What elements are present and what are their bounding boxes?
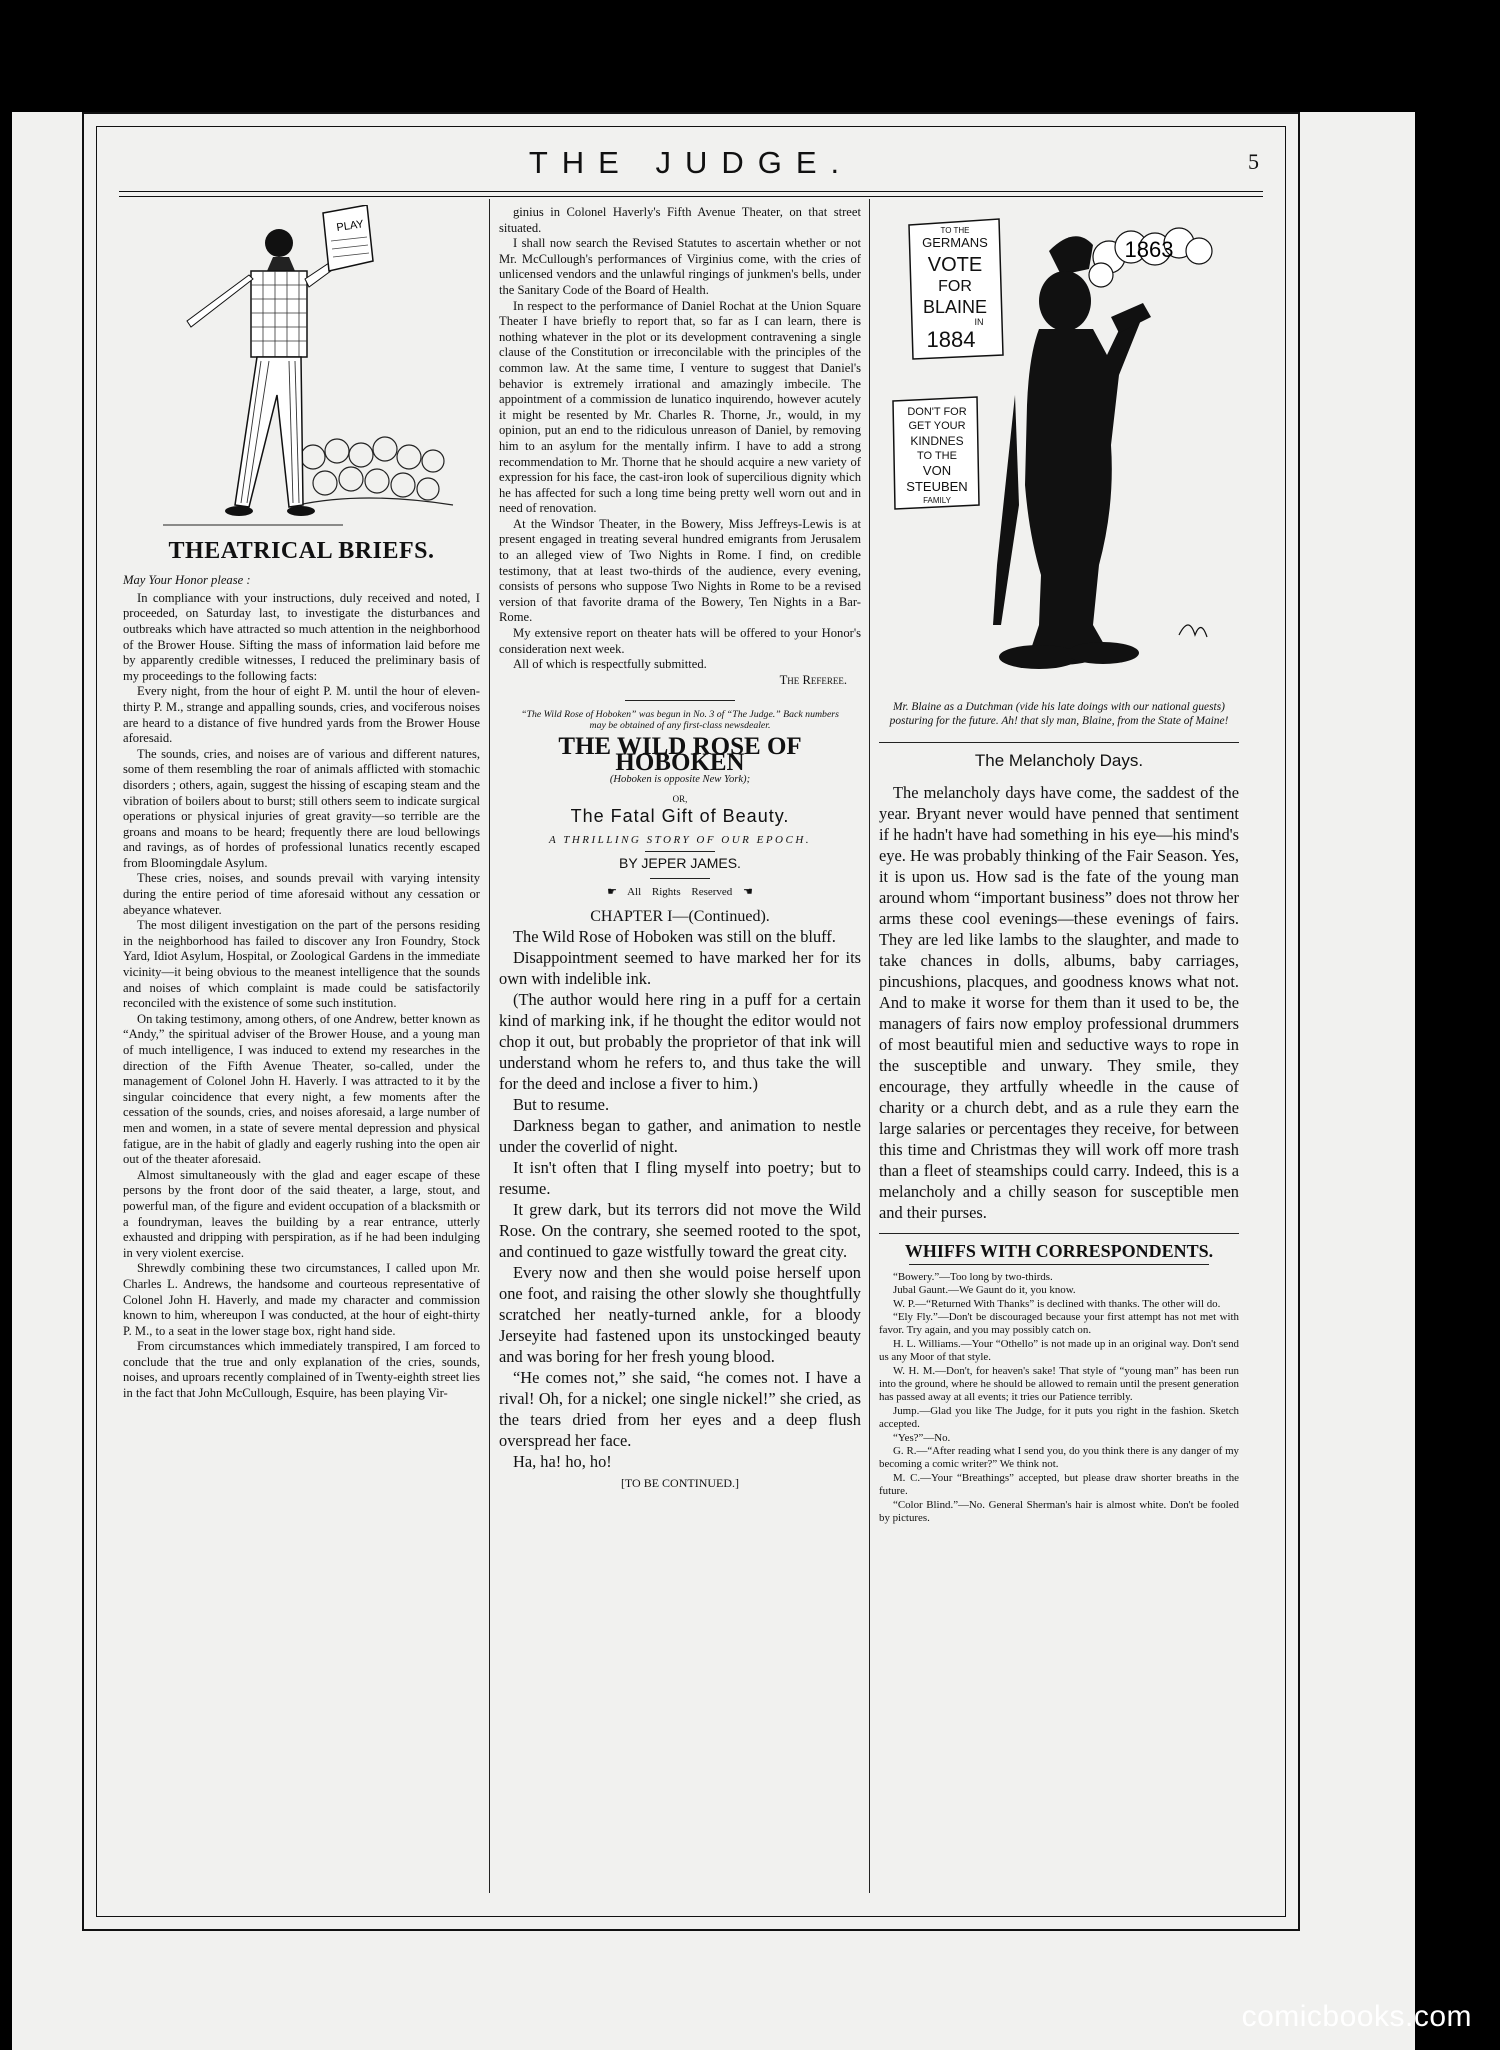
col2-paragraph: At the Windsor Theater, in the Bowery, Miss Jeffreys-Lewis is at present engaged in treating several hundred emigrants from Jerusalem to an alleged view of Two Nights in Rome. I find, on credible testimony, that at least two-thirds of the audience, every evening, consists of persons who suppose Two Nights in Rome to be a revised version of that favorite drama of the Bowery, Ten Nights in a Bar-Rome. bbox=[499, 516, 861, 625]
whiff-item: “Color Blind.”—No. General Sherman's hair is almost white. Don't be fooled by pictures. bbox=[879, 1498, 1239, 1525]
section-divider bbox=[625, 700, 735, 701]
section-rule bbox=[879, 742, 1239, 743]
short-rule bbox=[650, 878, 710, 879]
column-rule-1 bbox=[489, 199, 490, 1893]
col1-paragraph: The most diligent investigation on the part of the persons residing in the neighborhood has failed to discover any Iron Foundry, Stock Yard, Idiot Asylum, Hospital, or Zoological Gardens in the immediate vicinity—it being obvious to the meanest intelligence that the sounds and noises of which complaint is made could be satisfactorily reconciled with the existence of some such institution. bbox=[123, 918, 480, 1011]
col2-paragraph: In respect to the performance of Daniel Rochat at the Union Square Theater I have briefly to report that, so far as I can learn, there is nothing whatever in the plot or its development contravening a single clause of the Constitution or irreconcilable with the principles of the common law. At the same time, I venture to suggest that Daniel's behavior is extremely irrational and amazingly imbecile. The appointment of a commission de lunatico inquirendo, however acutely it might be resented by Mr. Charles R. Thorne, Jr., would, in my opinion, put an end to the ridiculous unreason of Daniel, by removing him to an asylum for the mentally infirm. I have to add a strong recommendation to Mr. Thorne that he should acquire a new variety of expression for his face, the cast-iron look of supercilious dignity which he has affected for such a long time being pretty well worn out and in need of renovation. bbox=[499, 298, 861, 516]
watermark: comicbooks.com bbox=[1241, 2000, 1472, 2033]
page-number: 5 bbox=[1248, 149, 1259, 174]
story-paragraph: Darkness began to gather, and animation to nestle under the coverlid of night. bbox=[499, 1116, 861, 1157]
story-title: THE WILD ROSE OF HOBOKEN bbox=[558, 733, 802, 776]
whiff-item: G. R.—“After reading what I send you, do you think there is any danger of my becoming a comic writer?” We think not. bbox=[879, 1445, 1239, 1471]
section-rule bbox=[879, 1233, 1239, 1234]
story-paragraph: It grew dark, but its terrors did not move the Wild Rose. On the contrary, she seemed rooted to the spot, and continued to gaze wistfully toward the great city. bbox=[499, 1200, 861, 1262]
sign2-line: VON bbox=[922, 463, 952, 478]
sign-line: VOTE bbox=[927, 254, 983, 276]
column-rule-2 bbox=[869, 199, 870, 1893]
newspaper-label: PLAY bbox=[335, 218, 365, 234]
sign-line: IN bbox=[974, 317, 984, 327]
col1-paragraph: Shrewdly combining these two circumstances, I called upon Mr. Charles L. Andrews, the handsome and courteous representative of Colonel John H. Haverly, and made my character and commission known to him, whereupon I was conducted, at the hour of eight-thirty P. M., to a seat in the lower stage box, right hand side. bbox=[123, 1261, 480, 1338]
whiff-item: “Yes?”—No. bbox=[893, 1431, 951, 1444]
col2-paragraph: My extensive report on theater hats will be offered to your Honor's consideration next week. bbox=[499, 626, 861, 656]
sign-line: 1884 bbox=[926, 327, 976, 352]
masthead-rule-bottom bbox=[119, 196, 1263, 197]
col1-paragraph: In compliance with your instructions, duly received and noted, I proceeded, on Saturday last, to investigate the disturbances and outbreaks which have attracted so much attention in the neighborhood of the Brower House. Sifting the mass of information laid before me by apparently credible witnesses, I reduced the preliminary basis of my proceedings to the following facts: bbox=[123, 590, 480, 683]
col2-paragraph: ginius in Colonel Haverly's Fifth Avenue Theater, on that street situated. bbox=[499, 205, 861, 235]
short-rule bbox=[909, 1264, 1209, 1265]
story-paragraph: It isn't often that I fling myself into poetry; but to resume. bbox=[499, 1158, 861, 1199]
sign-line: FOR bbox=[938, 278, 972, 295]
rights-reserved: ☛ All Rights Reserved ☚ bbox=[607, 885, 753, 898]
col1-paragraph: The sounds, cries, and noises are of various and different natures, some of them resembling the roar of animals afflicted with stomachic disorders ; others, again, suggest the hissing of escaping steam and the vibration of boilers about to burst; still others seem to indicate surgical operations or physical injuries of great gravity—so terrible are the groans and moans to be heard; frequently there are loud bellowings and ravings, as of hordes of professional lunatics recently escaped from Bloomingdale Asylum. bbox=[123, 746, 480, 870]
sign2-line: KINDNES bbox=[910, 434, 964, 448]
story-subtitle-2: The Fatal Gift of Beauty. bbox=[570, 806, 790, 827]
sign2-line: FAMILY bbox=[923, 496, 951, 505]
sign2-line: GET YOUR bbox=[908, 420, 966, 432]
masthead-rule-top bbox=[119, 191, 1263, 192]
story-tagline: A THRILLING STORY OF OUR EPOCH. bbox=[548, 833, 812, 846]
story-paragraph: But to resume. bbox=[513, 1095, 610, 1115]
story-paragraph: Every now and then she would poise herself upon one foot, and raising the other slowly she thoughtfully scratched her neatly-turned ankle, for a bloody Jerseyite had fastened upon its unstockinged beauty and was boring for her fresh young blood. bbox=[499, 1263, 861, 1367]
column-2 bbox=[499, 205, 861, 1492]
masthead-title: THE JUDGE. bbox=[528, 145, 854, 180]
sign2-line: DON'T FOR bbox=[907, 406, 967, 418]
smoke-text: 1863 bbox=[1124, 237, 1174, 262]
story-or: OR, bbox=[672, 793, 688, 804]
column-3 bbox=[879, 205, 1239, 1526]
story-paragraph: (The author would here ring in a puff for a certain kind of marking ink, if he thought the editor would not chop it out, but probably the proprietor of that ink will understand whom he refers to, and thus take the will for the deed and inclose a fiver to him.) bbox=[499, 990, 861, 1094]
salutation: May Your Honor please : bbox=[123, 573, 251, 588]
col1-paragraph: These cries, noises, and sounds prevail with varying intensity during the entire period of time aforesaid without any cessation or abeyance whatever. bbox=[123, 871, 480, 917]
whiff-item: W. P.—“Returned With Thanks” is declined with thanks. The other will do. bbox=[893, 1297, 1221, 1310]
col2-paragraph: All of which is respectfully submitted. bbox=[513, 657, 707, 672]
sign-line: GERMANS bbox=[922, 235, 988, 250]
whiff-item: M. C.—Your “Breathings” accepted, but please draw shorter breaths in the future. bbox=[879, 1471, 1239, 1498]
story-subtitle-1: (Hoboken is opposite New York); bbox=[609, 773, 751, 785]
story-paragraph: Disappointment seemed to have marked her for its own with indelible ink. bbox=[499, 948, 861, 989]
serial-note: “The Wild Rose of Hoboken” was begun in No. 3 of “The Judge.” Back numbers may be obtained of any first-class newsdealer. bbox=[521, 709, 839, 732]
referee-signature: The Referee. bbox=[779, 672, 847, 687]
chapter-heading: CHAPTER I—(Continued). bbox=[590, 907, 770, 925]
sign-line: TO THE bbox=[940, 226, 970, 235]
col1-paragraph: On taking testimony, among others, of one Andrew, better known as “Andy,” the spiritual adviser of the Brower House, and a young man of much intelligence, I was induced to extend my researches in the direction of the Fifth Avenue Theater, so-called, under the management of Colonel John H. Haverly. I was attracted to it by the singular coincidence that every night, a few moments after the cessation of the sounds, cries, and noises aforesaid, a large number of men and women, in a state of severe mental depression and physical fatigue, are in the habit of gladly and eagerly rushing into the open air out of the theater aforesaid. bbox=[123, 1011, 480, 1167]
col2-paragraph: I shall now search the Revised Statutes to ascertain whether or not Mr. McCullough's performances of Virginius come, with the cries of unlicensed vendors and the unlawful ringings of junkmen's bells, under the Sanitary Code of the Board of Health. bbox=[499, 236, 861, 297]
col1-paragraph: Almost simultaneously with the glad and eager escape of these persons by the front door of the said theater, a large, stout, and powerful man, of the figure and evident occupation of a blacksmith or a foundryman, leaves the building by a rear entrance, utterly exhausted and dripping with perspiration, as if he had been indulging in very violent exercise. bbox=[123, 1167, 480, 1260]
sign2-line: TO THE bbox=[917, 450, 957, 462]
whiff-item: H. L. Williams.—Your “Othello” is not made up in an original way. Don't send us any Moor of that style. bbox=[879, 1337, 1239, 1364]
story-paragraph: The Wild Rose of Hoboken was still on the bluff. bbox=[513, 927, 836, 947]
sign-line: BLAINE bbox=[922, 297, 988, 317]
short-rule bbox=[645, 851, 715, 852]
blaine-cartoon bbox=[879, 205, 1239, 695]
sign2-line: STEUBEN bbox=[906, 479, 968, 494]
melancholy-title: The Melancholy Days. bbox=[974, 750, 1144, 770]
whiff-item: Jubal Gaunt.—We Gaunt do it, you know. bbox=[893, 1284, 1076, 1297]
page-inner-frame bbox=[96, 126, 1286, 1917]
col1-paragraph: Every night, from the hour of eight P. M. until the hour of eleven-thirty P. M., strange and appalling sounds, cries, and vociferous noises are heard to a distance of five hundred yards from the Brower House aforesaid. bbox=[123, 684, 480, 746]
theatrical-illustration bbox=[123, 205, 480, 535]
story-paragraph: Ha, ha! ho, ho! bbox=[513, 1452, 612, 1472]
column-1 bbox=[123, 205, 480, 1402]
whiff-item: W. H. M.—Don't, for heaven's sake! That style of “young man” has been run into the ground, where he should be allowed to remain until the present generation has passed away at all events; it tries our Patience terribly. bbox=[879, 1364, 1239, 1404]
whiffs-title: WHIFFS WITH CORRESPONDENTS. bbox=[904, 1241, 1214, 1262]
theatrical-briefs-headline: THEATRICAL BRIEFS. bbox=[168, 537, 435, 564]
story-paragraph: “He comes not,” she said, “he comes not. I have a rival! Oh, for a nickel; one single nickel!” she cried, as the tears dried from her eyes and a deep flush overspread her face. bbox=[499, 1368, 861, 1451]
story-byline: BY JEPER JAMES. bbox=[619, 855, 741, 872]
page-frame bbox=[82, 112, 1300, 1931]
col1-paragraph: From circumstances which immediately transpired, I am forced to conclude that the true and only explanation of the cries, sounds, noises, and uproars recently complained of in Twenty-eighth street lies in the fact that John McCullough, Esquire, has been playing Vir- bbox=[123, 1339, 480, 1401]
whiff-item: Jump.—Glad you like The Judge, for it puts you right in the fashion. Sketch accepted. bbox=[879, 1404, 1239, 1431]
whiff-item: “Bowery.”—Too long by two-thirds. bbox=[893, 1270, 1053, 1283]
to-be-continued: [TO BE CONTINUED.] bbox=[620, 1476, 740, 1491]
cartoon-caption: Mr. Blaine as a Dutchman (vide his late doings with our national guests) posturing for the future. Ah! that sly man, Blaine, from the State of Maine! bbox=[889, 700, 1229, 727]
melancholy-paragraph: The melancholy days have come, the saddest of the year. Bryant never would have penned that sentiment if he hadn't have had something in his eye—his mind's eye. He was probably thinking of the Fair Season. Yes, it is upon us. How sad is the fate of the young man around whom “important business” does not throw her arms these cool evenings—these evenings of fairs. They are led like lambs to the slaughter, and made to take chances in dolls, albums, baby carriages, pincushions, placques, and goodness knows what not. And to make it worse for them than it used to be, the managers of fairs now employ professional drummers of most beautiful mien and seductive ways to rope in the susceptible and unwary. They smile, they encourage, they artfully wheedle in the cause of charity or a church debt, and as a rule they earn the large salaries or percentages they receive, for between this time and Christmas they will work off more trash than a fleet of steamships could carry. Indeed, this is a melancholy and a chilly season for susceptible men and their purses. bbox=[879, 783, 1239, 1223]
whiff-item: “Ely Fly.”—Don't be discouraged because your first attempt has not met with favor. Try again, and you may possibly catch on. bbox=[879, 1311, 1239, 1337]
